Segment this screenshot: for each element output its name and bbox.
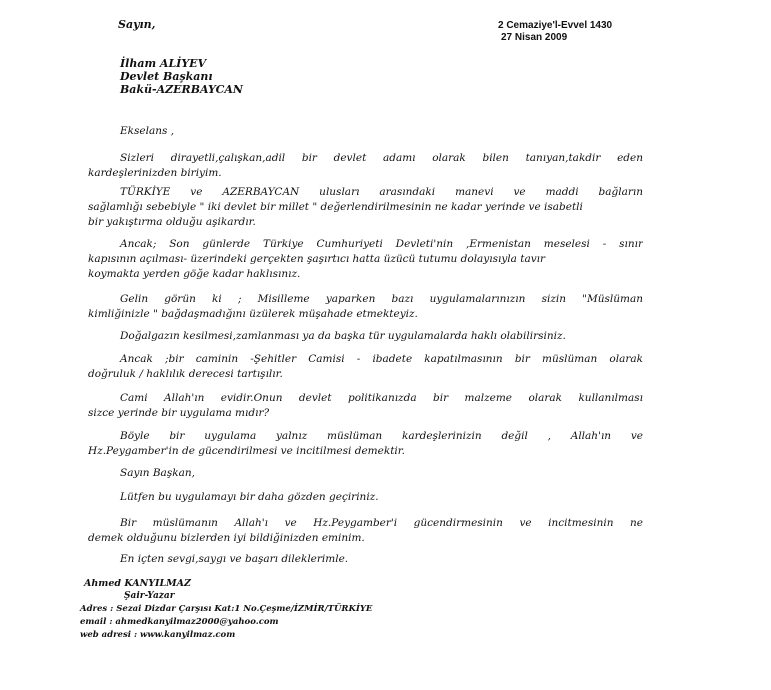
paragraph-line: Ancak; Son günlerde Türkiye Cumhuriyeti Devleti'nin ,Ermenistan meselesi - sınır xyxy=(120,238,643,250)
signature-role: Şair-Yazar xyxy=(124,591,175,601)
paragraph-line: Bir müslümanın Allah'ı ve Hz.Peygamber'i gücendirmesinin ve incitmesinin ne xyxy=(120,517,643,529)
closing-paragraph-3: En içten sevgi,saygı ve başarı dileklerimle. xyxy=(120,553,349,565)
recipient-location: Bakü-AZERBAYCAN xyxy=(120,83,243,96)
paragraph-line: kardeşlerinizden biriyim. xyxy=(88,167,222,179)
paragraph-line: Böyle bir uygulama yalnız müslüman kardeşlerinizin değil , Allah'ın ve xyxy=(120,430,643,442)
paragraph-line: doğruluk / haklılık derecesi tartışılır. xyxy=(88,368,283,380)
paragraph-line: Cami Allah'ın evidir.Onun devlet politikanızda bir malzeme olarak kullanılması xyxy=(120,392,643,404)
paragraph-line: bir yakıştırma olduğu aşikardır. xyxy=(88,216,256,228)
paragraph-3 xyxy=(88,237,643,282)
date-gregorian: 27 Nisan 2009 xyxy=(501,32,568,43)
closing-paragraph-2 xyxy=(88,516,643,546)
paragraph-line: Ancak ;bir caminin -Şehitler Camisi - ibadete kapatılmasının bir müslüman olarak xyxy=(120,353,643,365)
greeting: Ekselans , xyxy=(120,125,175,137)
paragraph-line: koymakta yerden göğe kadar haklısınız. xyxy=(88,268,301,280)
paragraph-4 xyxy=(88,292,643,322)
recipient-name: İlham ALİYEV xyxy=(120,57,207,70)
paragraph-8 xyxy=(88,429,643,459)
signature-email: email : ahmedkanyilmaz2000@yahoo.com xyxy=(80,617,279,627)
paragraph-line: kapısının açılması- üzerindeki gerçekten şaşırtıcı hatta üzücü tutumu dolayısıyla tavır xyxy=(88,253,546,265)
paragraph-line: Gelin görün ki ; Misilleme yaparken bazı uygulamalarınızın sizin "Müslüman xyxy=(120,293,643,305)
paragraph-5: Doğalgazın kesilmesi,zamlanması ya da başka tür uygulamalarda haklı olabilirsiniz. xyxy=(120,330,566,342)
paragraph-2 xyxy=(88,185,643,230)
salutation: Sayın, xyxy=(118,18,156,31)
date-hijri: 2 Cemaziye'l-Evvel 1430 xyxy=(498,20,613,31)
closing-address: Sayın Başkan, xyxy=(120,467,195,479)
paragraph-6 xyxy=(88,352,643,382)
paragraph-line: TÜRKİYE ve AZERBAYCAN ulusları arasındaki manevi ve maddi bağların xyxy=(120,186,643,198)
paragraph-7 xyxy=(88,391,643,421)
recipient-title: Devlet Başkanı xyxy=(120,70,213,83)
paragraph-line: Hz.Peygamber'in de gücendirilmesi ve incitilmesi demektir. xyxy=(88,445,405,457)
paragraph-line: kimliğinizle " bağdaşmadığını üzülerek müşahade etmekteyiz. xyxy=(88,308,418,320)
signature-address: Adres : Sezai Dizdar Çarşısı Kat:1 No.Çeşme/İZMİR/TÜRKİYE xyxy=(80,604,373,614)
paragraph-1 xyxy=(88,151,643,181)
signature-web: web adresi : www.kanyilmaz.com xyxy=(80,630,236,640)
paragraph-line: demek olduğunu bizlerden iyi bildiğinizden eminim. xyxy=(88,532,365,544)
closing-paragraph-1: Lütfen bu uygulamayı bir daha gözden geçiriniz. xyxy=(120,491,379,503)
paragraph-line: Sizleri dirayetli,çalışkan,adil bir devlet adamı olarak bilen tanıyan,takdir eden xyxy=(120,152,643,164)
paragraph-line: sizce yerinde bir uygulama mıdır? xyxy=(88,407,270,419)
signature-name: Ahmed KANYILMAZ xyxy=(84,578,191,589)
paragraph-line: sağlamlığı sebebiyle " iki devlet bir millet " değerlendirilmesinin ne kadar yerinde ve isabetli xyxy=(88,201,583,213)
